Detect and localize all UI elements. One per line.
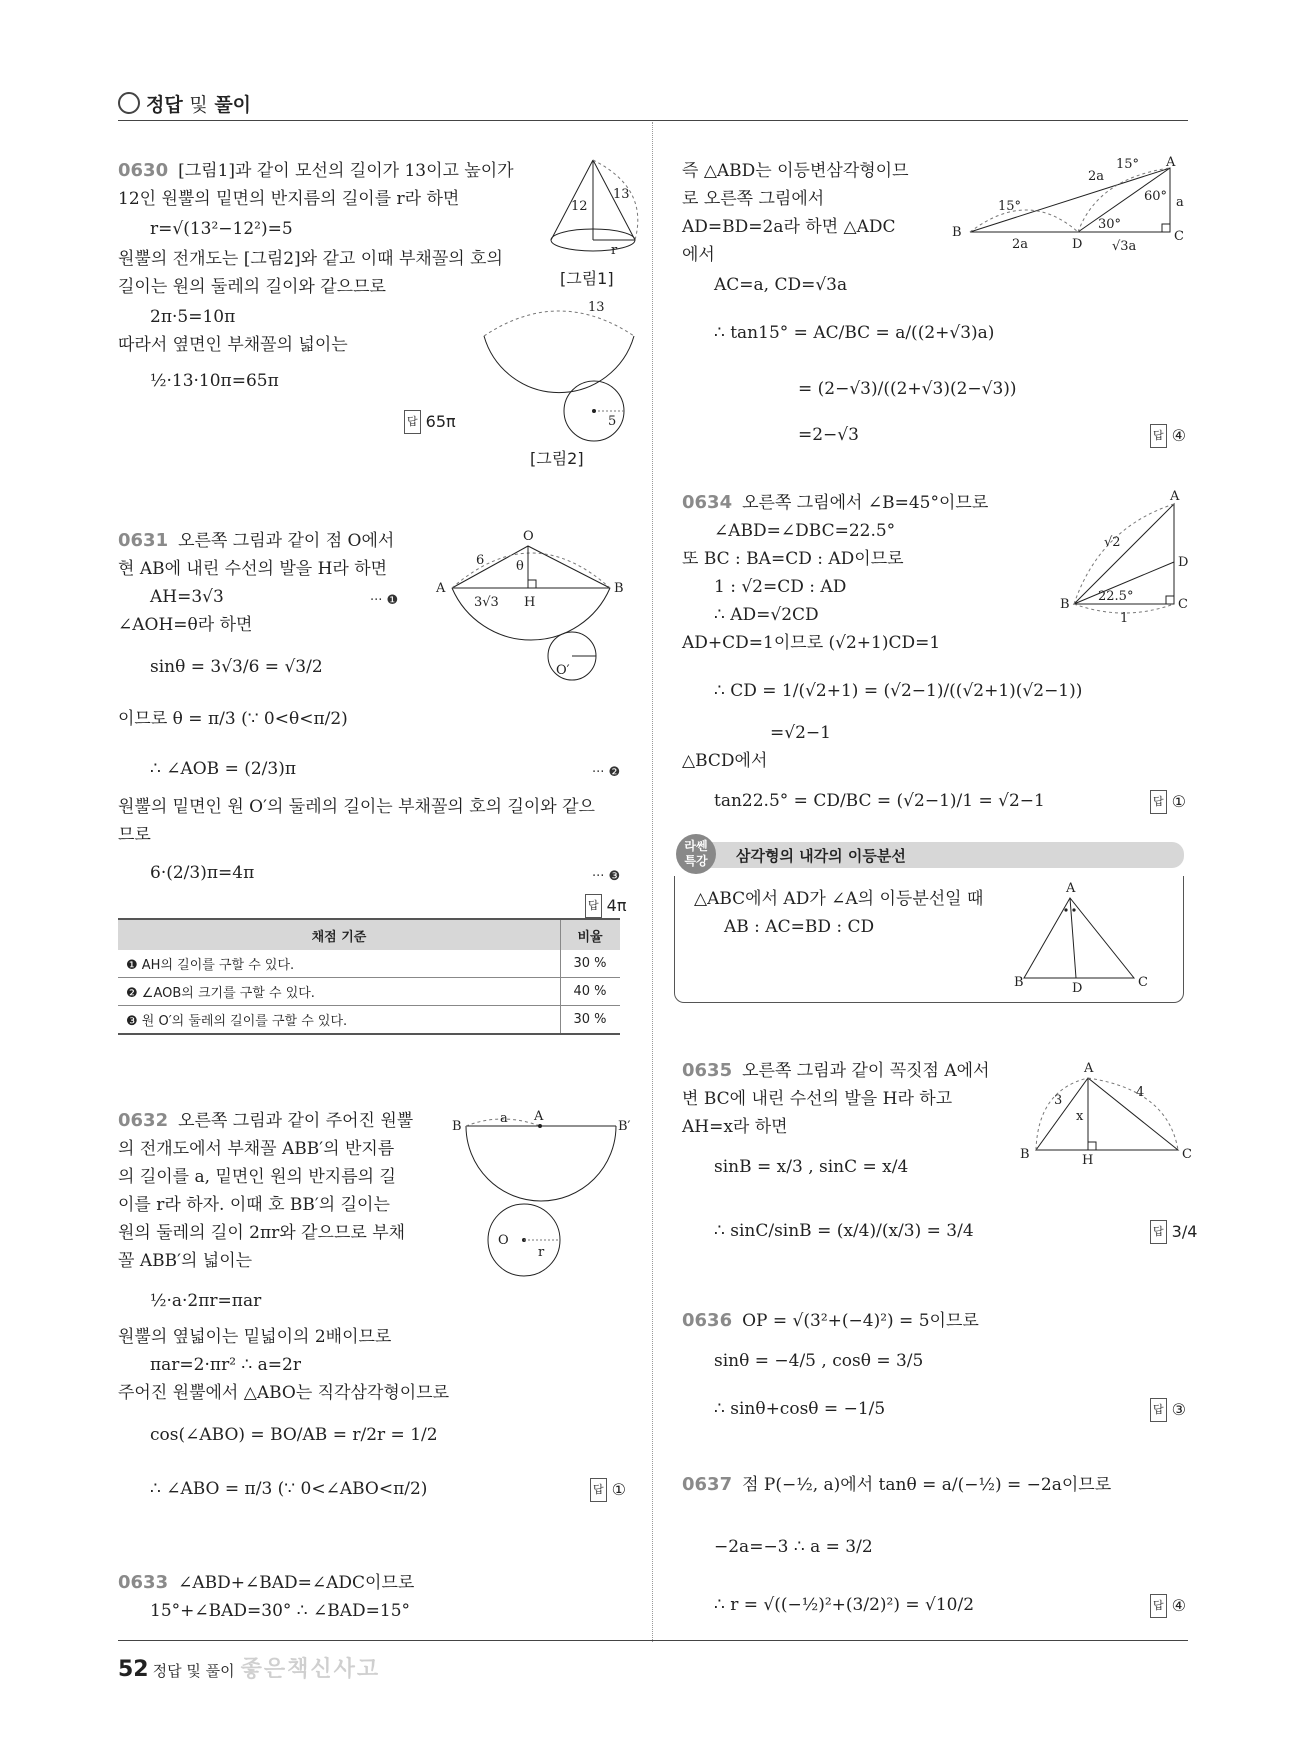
p0632-line-6: 꼴 ABB′의 넓이는 (118, 1251, 253, 1271)
tip-fig-label-D: D (1072, 981, 1083, 996)
fig0635-label-x: x (1076, 1109, 1084, 1124)
p0634-line-2: ∠ABD=∠DBC=22.5° (714, 521, 896, 541)
tip-line-1: △ABC에서 AD가 ∠A의 이등분선일 때 (694, 889, 984, 909)
p0634-line-4: 1 : √2=CD : AD (714, 577, 847, 597)
fig1-label-r: r (611, 243, 618, 258)
p0635-line-3: AH=x라 하면 (682, 1117, 788, 1137)
p0630-line-1: 0630 [그림1]과 같이 모선의 길이가 13이고 높이가 (118, 160, 514, 181)
fig0631-label-A: A (436, 581, 446, 596)
p0636-line-1: 0636 OP = √(3²+(−4)²) = 5이므로 (682, 1310, 979, 1331)
p0632-line-8: 원뿔의 옆넓이는 밑넓이의 2배이므로 (118, 1327, 392, 1347)
fig0633-label-D: D (1072, 237, 1083, 252)
p0637-answer: 답 ④ (1150, 1594, 1186, 1618)
p0632-line-2: 의 전개도에서 부채꼴 ABB′의 반지름 (118, 1139, 395, 1159)
p0631-mark-3: ··· ❸ (592, 869, 621, 884)
p0632-net-figure (452, 1108, 632, 1288)
fig0631-label-6: 6 (476, 553, 485, 568)
fig0632-label-A: A (534, 1109, 544, 1124)
p0631-line-3: AH=3√3 (150, 587, 224, 607)
p0631-mark-2: ··· ❷ (592, 765, 621, 780)
fig0635-label-A: A (1084, 1061, 1094, 1076)
tip-title: 삼각형의 내각의 이등분선 (736, 847, 906, 865)
fig0635-label-B: B (1020, 1147, 1030, 1162)
p0636-line-3: ∴ sinθ+cosθ = −1/5 (714, 1399, 886, 1419)
p0637-line-1: 0637 점 P(−½, a)에서 tanθ = a/(−½) = −2a이므로 (682, 1474, 1112, 1495)
footer-rule (118, 1640, 1188, 1641)
p0633-line-5: AD=BD=2a라 하면 △ADC (682, 217, 896, 237)
p0631-line-5: sinθ = 3√3/6 = √3/2 (150, 657, 323, 677)
p0634-answer: 답 ① (1150, 790, 1186, 814)
p0636-line-2: sinθ = −4/5 , cosθ = 3/5 (714, 1351, 924, 1371)
footer-watermark: 좋은책신사고 (240, 1657, 381, 1682)
fig0631-label-theta: θ (516, 559, 524, 574)
p0632-line-7: ½·a·2πr=πar (150, 1291, 262, 1311)
p0631-mark-1: ··· ❶ (370, 593, 399, 608)
tip-line-2: AB : AC=BD : CD (724, 917, 875, 937)
p0632-line-12: ∴ ∠ABO = π/3 (∵ 0<∠ABO<π/2) (150, 1479, 428, 1499)
tip-fig-label-C: C (1138, 975, 1148, 990)
fig0632-label-O: O (498, 1233, 509, 1248)
p0632-line-5: 원의 둘레의 길이 2πr와 같으므로 부채 (118, 1223, 406, 1243)
fig0634-label-D: D (1178, 555, 1189, 570)
p0633-line-2: 15°+∠BAD=30° ∴ ∠BAD=15° (150, 1601, 411, 1621)
p0632-line-10: 주어진 원뿔에서 △ABO는 직각삼각형이므로 (118, 1383, 450, 1403)
fig0631-label-3r3: 3√3 (474, 595, 499, 610)
grading-row: ❶ AH의 길이를 구할 수 있다. 30 % (118, 950, 620, 978)
p0634-line-5: ∴ AD=√2CD (714, 605, 819, 625)
p0633-answer: 답 ④ (1150, 424, 1186, 448)
fig0634-label-r2: √2 (1104, 535, 1121, 550)
tip-triangle-figure (1014, 881, 1154, 996)
p0632-answer: 답 ① (590, 1478, 626, 1502)
p0634-line-1: 0634 오른쪽 그림에서 ∠B=45°이므로 (682, 492, 989, 513)
grading-header-row (118, 919, 620, 950)
p0632-line-4: 이를 r라 하자. 이때 호 BB′의 길이는 (118, 1195, 390, 1215)
p0634-line-6: AD+CD=1이므로 (√2+1)CD=1 (682, 633, 941, 653)
grading-row: ❷ ∠AOB의 크기를 구할 수 있다. 40 % (118, 978, 620, 1006)
p0637-line-2: −2a=−3 ∴ a = 3/2 (714, 1537, 873, 1557)
p0633-line-4: 로 오른쪽 그림에서 (682, 189, 825, 209)
grading-header-ratio: 비율 (561, 919, 621, 950)
fig0633-label-15b: 15° (998, 199, 1022, 214)
fig0634-label-B: B (1060, 597, 1070, 612)
fig0631-label-H: H (524, 595, 536, 610)
p0631-line-10: 6·(2/3)π=4π (150, 863, 255, 883)
page-footer (118, 1652, 380, 1683)
p0630-fig2-caption: [그림2] (530, 449, 584, 468)
fig0631-label-O: O (523, 529, 534, 544)
tip-badge: 라쎈 특강 (676, 834, 716, 874)
p0631-sector-figure (432, 528, 632, 678)
p0630-line-4: 원뿔의 전개도는 [그림2]와 같고 이때 부채꼴의 호의 (118, 249, 503, 269)
fig0634-label-C: C (1178, 597, 1188, 612)
p0633-line-10: =2−√3 (798, 425, 859, 445)
p0634-line-10: tan22.5° = CD/BC = (√2−1)/1 = √2−1 (714, 791, 1045, 811)
p0636-answer: 답 ③ (1150, 1398, 1186, 1422)
fig0633-label-15a: 15° (1116, 157, 1140, 172)
fig0633-label-2a-top: 2a (1088, 169, 1105, 184)
p0631-answer: 답 4π (585, 894, 626, 918)
fig0632-label-B: B (452, 1119, 462, 1134)
column-divider (652, 122, 653, 1642)
fig0633-label-r3a: √3a (1112, 239, 1137, 254)
fig1-label-12: 12 (571, 199, 588, 214)
p0630-line-6: 2π·5=10π (150, 307, 236, 327)
fig0633-label-60: 60° (1144, 189, 1168, 204)
p0633-line-7: AC=a, CD=√3a (714, 275, 848, 295)
p0631-line-4: ∠AOH=θ라 하면 (118, 615, 253, 635)
fig0632-label-Bprime: B′ (618, 1119, 631, 1134)
fig0633-label-2a-bottom: 2a (1012, 237, 1029, 252)
footer-label: 정답 및 풀이 (152, 1662, 235, 1680)
p0634-line-3: 또 BC : BA=CD : AD이므로 (682, 549, 904, 569)
smile-icon (118, 92, 140, 114)
p0631-line-6: 이므로 θ = π/3 (∵ 0<θ<π/2) (118, 709, 348, 729)
p0634-line-9: △BCD에서 (682, 751, 768, 771)
p0635-answer: 답 3/4 (1150, 1220, 1197, 1244)
p0630-fig1-caption: [그림1] (560, 269, 614, 288)
p0630-line-5: 길이는 원의 둘레의 길이와 같으므로 (118, 277, 386, 297)
p0637-line-3: ∴ r = √((−½)²+(3/2)²) = √10/2 (714, 1595, 975, 1615)
p0631-line-7: ∴ ∠AOB = (2/3)π (150, 759, 297, 779)
p0633-line-6: 에서 (682, 245, 715, 265)
p0630-net-figure (484, 296, 634, 446)
fig2-label-5: 5 (608, 414, 617, 429)
fig0633-label-B: B (952, 225, 962, 240)
p0633-line-9: = (2−√3)/((2+√3)(2−√3)) (798, 379, 1017, 399)
page-title: 정답 및 풀이 (118, 90, 251, 117)
p0635-line-2: 변 BC에 내린 수선의 발을 H라 하고 (682, 1089, 953, 1109)
fig0633-label-A: A (1166, 155, 1176, 170)
p0630-cone-figure (545, 158, 655, 258)
fig0635-label-3: 3 (1054, 1093, 1063, 1108)
grading-table (118, 918, 620, 1035)
p0633-line-1: 0633 ∠ABD+∠BAD=∠ADC이므로 (118, 1572, 415, 1593)
p0632-line-11: cos(∠ABO) = BO/AB = r/2r = 1/2 (150, 1425, 438, 1445)
p0635-line-4: sinB = x/3 , sinC = x/4 (714, 1157, 909, 1177)
p0630-line-3: r=√(13²−12²)=5 (150, 219, 293, 239)
fig0632-label-r: r (538, 1245, 545, 1260)
fig0633-label-C: C (1174, 229, 1184, 244)
fig0635-label-H: H (1082, 1153, 1094, 1168)
p0633-line-8: ∴ tan15° = AC/BC = a/((2+√3)a) (714, 323, 995, 343)
p0635-triangle-figure (1018, 1060, 1192, 1170)
p0631-line-2: 현 AB에 내린 수선의 발을 H라 하면 (118, 559, 388, 579)
fig0632-label-a: a (500, 1111, 508, 1126)
p0634-line-8: =√2−1 (770, 723, 831, 743)
fig0634-label-22-5: 22.5° (1098, 589, 1134, 604)
page-header (118, 86, 1188, 121)
p0631-line-1: 0631 오른쪽 그림과 같이 점 O에서 (118, 530, 395, 551)
grading-header-criterion: 채점 기준 (118, 919, 561, 950)
fig2-label-13: 13 (588, 300, 605, 315)
p0632-line-3: 의 길이를 a, 밑면인 원의 반지름의 길 (118, 1167, 396, 1187)
fig0634-label-1: 1 (1120, 611, 1129, 626)
fig0635-label-4: 4 (1136, 1085, 1145, 1100)
p0631-line-9: 므로 (118, 825, 151, 845)
tip-fig-label-B: B (1014, 975, 1024, 990)
fig1-label-13: 13 (613, 187, 630, 202)
fig0633-label-a: a (1176, 195, 1184, 210)
grading-row: ❸ 원 O′의 둘레의 길이를 구할 수 있다. 30 % (118, 1006, 620, 1035)
fig0633-label-30: 30° (1098, 217, 1122, 232)
tip-fig-label-A: A (1066, 881, 1076, 896)
tip-title-bar (694, 842, 1184, 868)
tip-box (674, 839, 1184, 1004)
p0633-line-3: 즉 △ABD는 이등변삼각형이므 (682, 161, 909, 181)
fig0631-label-Oprime: O′ (556, 663, 570, 678)
p0631-line-8: 원뿔의 밑면인 원 O′의 둘레의 길이는 부채꼴의 호의 길이와 같으 (118, 797, 595, 817)
p0635-line-5: ∴ sinC/sinB = (x/4)/(x/3) = 3/4 (714, 1221, 974, 1241)
p0630-line-2: 12인 원뿔의 밑면의 반지름의 길이를 r라 하면 (118, 189, 460, 209)
p0632-line-9: πar=2·πr² ∴ a=2r (150, 1355, 301, 1375)
p0633-triangle-figure (948, 155, 1188, 258)
p0635-line-1: 0635 오른쪽 그림과 같이 꼭짓점 A에서 (682, 1060, 990, 1081)
p0630-line-7: 따라서 옆면인 부채꼴의 넓이는 (118, 335, 348, 355)
p0634-line-7: ∴ CD = 1/(√2+1) = (√2−1)/((√2+1)(√2−1)) (714, 681, 1083, 701)
fig0635-label-C: C (1182, 1147, 1192, 1162)
p0634-triangle-figure (1060, 488, 1190, 624)
p0632-line-1: 0632 오른쪽 그림과 같이 주어진 원뿔 (118, 1110, 414, 1131)
fig0631-label-B: B (614, 581, 624, 596)
fig0634-label-A: A (1170, 489, 1180, 504)
p0630-line-8: ½·13·10π=65π (150, 371, 279, 391)
page-number: 52 (118, 1657, 149, 1682)
p0630-answer: 답 65π (404, 410, 456, 434)
